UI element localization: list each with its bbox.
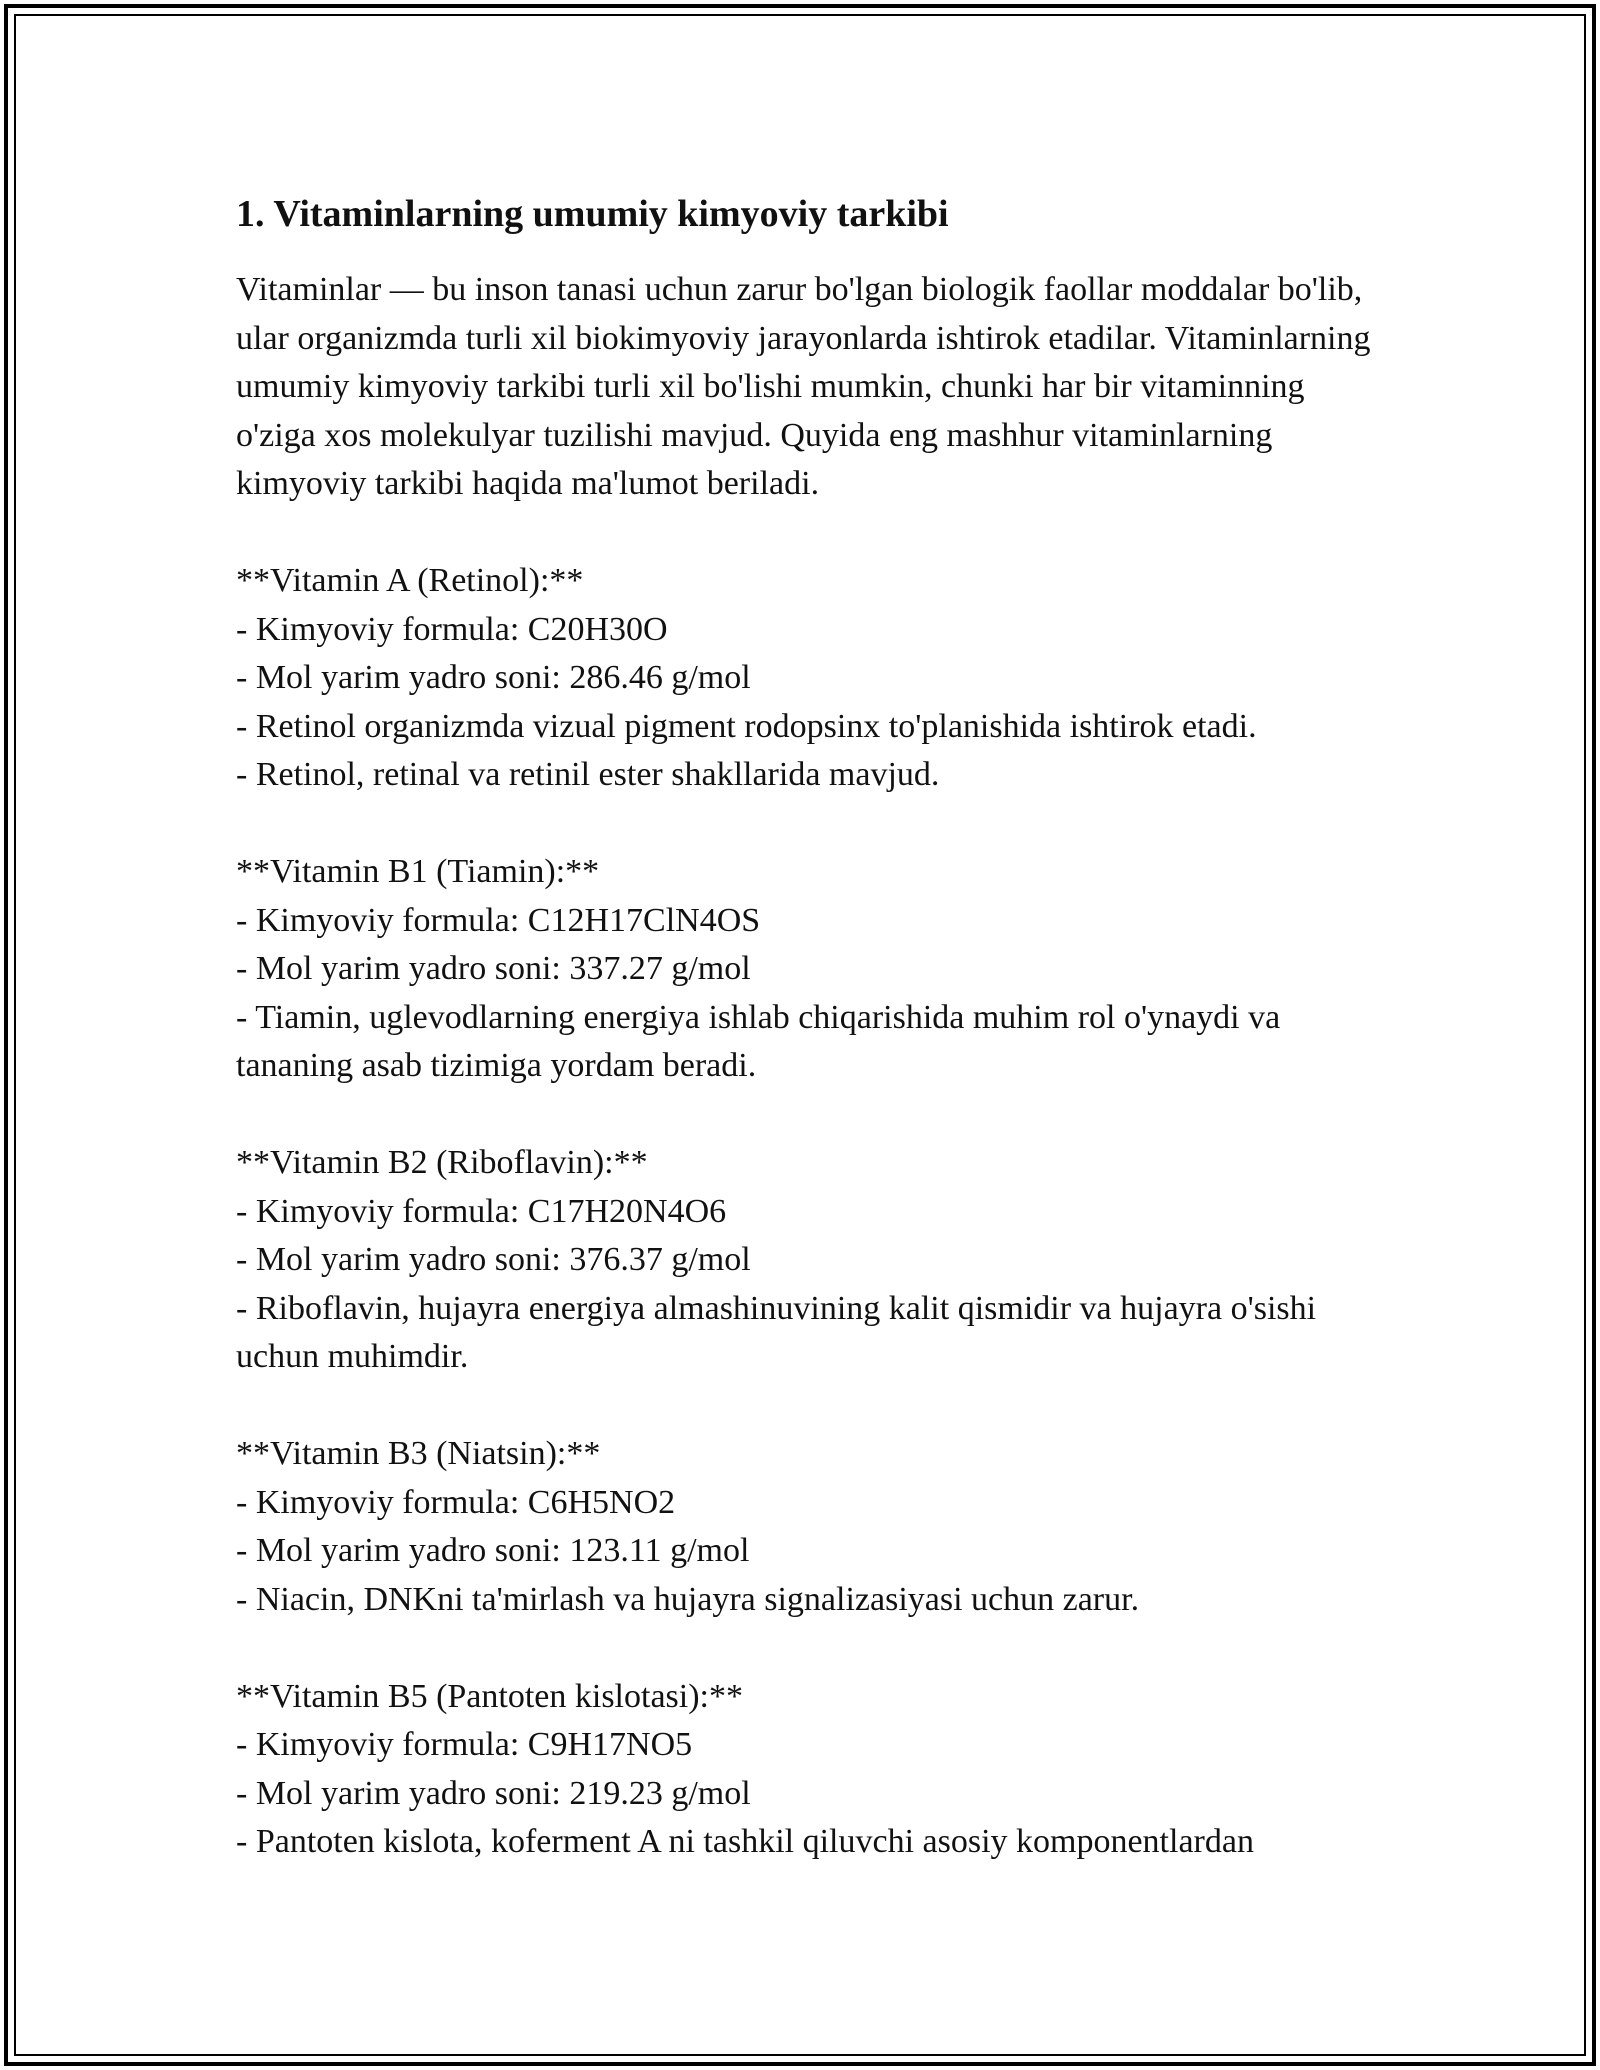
vitamin-formula: - Kimyoviy formula: C17H20N4O6 [236, 1192, 727, 1230]
vitamin-section-b3 [236, 1430, 1386, 1624]
vitamin-title: **Vitamin A (Retinol):** [236, 562, 584, 599]
vitamin-section-b1 [236, 848, 1386, 1091]
vitamin-note: - Tiamin, uglevodlarning energiya ishlab chiqarishida muhim rol o'ynaydi va tananing asab tizimiga yordam beradi. [236, 998, 1289, 1084]
vitamin-note: - Retinol organizmda vizual pigment rodopsinx to'planishida ishtirok etadi. [236, 707, 1257, 745]
vitamin-title: **Vitamin B3 (Niatsin):** [236, 1435, 601, 1472]
vitamin-note: - Riboflavin, hujayra energiya almashinuvining kalit qismidir va hujayra o'sishi uchun muhimdir. [236, 1289, 1325, 1375]
vitamin-note: - Retinol, retinal va retinil ester shakllarida mavjud. [236, 756, 940, 793]
vitamin-section-b2 [236, 1139, 1386, 1382]
vitamin-title: **Vitamin B1 (Tiamin):** [236, 853, 600, 890]
vitamin-formula: - Kimyoviy formula: C6H5NO2 [236, 1483, 676, 1521]
document-body [236, 186, 1386, 1915]
vitamin-note: - Pantoten kislota, koferment A ni tashkil qiluvchi asosiy komponentlardan [236, 1823, 1254, 1860]
vitamin-formula: - Kimyoviy formula: C12H17ClN4OS [236, 901, 761, 939]
vitamin-molar-mass: - Mol yarim yadro soni: 219.23 g/mol [236, 1774, 751, 1812]
vitamin-molar-mass: - Mol yarim yadro soni: 123.11 g/mol [236, 1532, 750, 1569]
vitamin-title: **Vitamin B2 (Riboflavin):** [236, 1144, 648, 1181]
vitamin-note: - Niacin, DNKni ta'mirlash va hujayra signalizasiyasi uchun zarur. [236, 1580, 1140, 1618]
vitamin-molar-mass: - Mol yarim yadro soni: 376.37 g/mol [236, 1241, 751, 1278]
vitamin-section-b5 [236, 1673, 1386, 1867]
section-heading: 1. Vitaminlarning umumiy kimyoviy tarkibi [236, 193, 949, 235]
vitamin-molar-mass: - Mol yarim yadro soni: 337.27 g/mol [236, 950, 751, 987]
vitamin-molar-mass: - Mol yarim yadro soni: 286.46 g/mol [236, 659, 751, 696]
vitamin-formula: - Kimyoviy formula: C9H17NO5 [236, 1726, 693, 1763]
vitamin-formula: - Kimyoviy formula: C20H30O [236, 610, 668, 648]
vitamin-title: **Vitamin B5 (Pantoten kislotasi):** [236, 1677, 743, 1715]
vitamin-section-a [236, 557, 1386, 800]
intro-paragraph: Vitaminlar — bu inson tanasi uchun zarur bo'lgan biologik faollar moddalar bo'lib, ular organizmda turli xil biokimyoviy jarayonlarda ishtirok etadilar. Vitaminlarning umumiy kimyoviy tarkibi turli xil bo'lishi mumkin, chunki har bir vitaminning o'ziga xos molekulyar tuzilishi mavjud. Quyida eng mashhur vitaminlarning kimyoviy tarkibi haqida ma'lumot beriladi. [236, 271, 1371, 502]
